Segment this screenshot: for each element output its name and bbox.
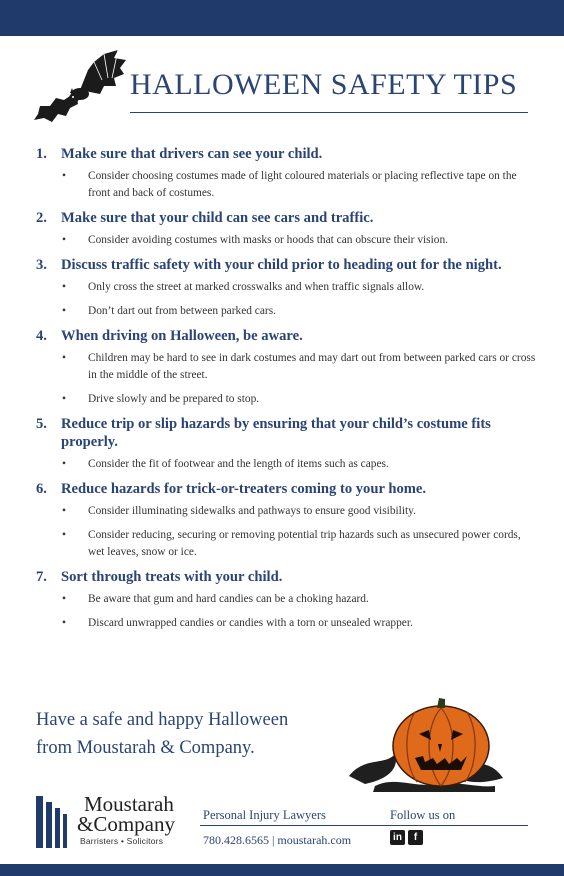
tip-number: 5. [36,416,47,432]
tip-bullet-list [36,456,536,473]
tip-bullet-text: Don’t dart out from between parked cars. [88,305,276,317]
tip-title: Sort through treats with your child. [61,569,283,585]
tip-number: 2. [36,210,47,226]
tip-bullet [61,456,536,473]
top-banner-bar [0,0,564,36]
tip-item [36,480,536,561]
tip-title: When driving on Halloween, be aware. [61,328,303,344]
facebook-icon[interactable]: f [408,830,423,845]
tip-bullet-text: Consider avoiding costumes with masks or hoods that can obscure their vision. [88,234,449,246]
tip-bullet-text: Consider choosing costumes made of light coloured materials or placing reflective tape on the front and back of costumes. [88,170,517,199]
tip-bullet-list [36,232,536,249]
tip-bullet-list [36,591,536,632]
tip-number: 1. [36,146,47,162]
tip-bullet [61,168,536,202]
tip-number: 6. [36,481,47,497]
tip-item [36,256,536,320]
tip-bullet [61,591,536,608]
tip-item [36,327,536,408]
tip-bullet-list [36,503,536,561]
tip-number: 7. [36,569,47,585]
tip-number: 4. [36,328,47,344]
bullet-dot-icon: • [62,458,66,470]
tip-bullet [61,350,536,384]
tip-bullet [61,232,536,249]
bullet-dot-icon: • [62,281,66,293]
tip-bullet-text: Consider illuminating sidewalks and pathways to ensure good visibility. [88,505,416,517]
tip-heading [36,327,536,345]
tip-bullet-text: Children may be hard to see in dark costumes and may dart out from between parked cars or cross in the middle of the street. [88,352,536,381]
tip-heading [36,415,536,451]
page-title: HALLOWEEN SAFETY TIPS [130,68,518,101]
tip-item [36,415,536,473]
tip-title: Make sure that your child can see cars and traffic. [61,210,374,226]
logo-tagline: Barristers • Solicitors [80,836,164,846]
closing-line-2: from Moustarah & Company. [36,738,255,758]
tip-bullet [61,391,536,408]
tip-bullet [61,527,536,561]
contact-info: 780.428.6565 | moustarah.com [203,833,352,847]
tip-bullet-list [36,168,536,202]
bat-icon [34,50,128,124]
tip-heading [36,145,536,163]
tip-title: Reduce trip or slip hazards by ensuring that your child’s costume fits properly. [61,416,491,450]
bullet-dot-icon: • [62,170,66,182]
closing-line-1: Have a safe and happy Halloween [36,710,289,730]
tip-heading [36,256,536,274]
bullet-dot-icon: • [62,529,66,541]
tip-item [36,209,536,249]
closing-message [36,706,356,762]
tip-title: Reduce hazards for trick-or-treaters coming to your home. [61,481,427,497]
tip-heading [36,568,536,586]
tip-bullet-text: Consider the fit of footwear and the length of items such as capes. [88,458,389,470]
social-links [390,830,423,845]
title-divider [130,112,528,113]
tip-bullet-text: Be aware that gum and hard candies can be a choking hazard. [88,593,369,605]
logo-name-line-1: Moustarah [84,792,174,816]
tip-bullet-text: Discard unwrapped candies or candies with a torn or unsealed wrapper. [88,617,413,629]
tip-bullet-text: Consider reducing, securing or removing potential trip hazards such as unsecured power cords, wet leaves, snow or ice. [88,529,521,558]
tip-bullet-list [36,279,536,320]
bullet-dot-icon: • [62,352,66,364]
moustarah-logo-icon [36,796,76,848]
tip-item [36,145,536,202]
tip-heading [36,209,536,227]
bullet-dot-icon: • [62,305,66,317]
tip-bullet [61,503,536,520]
footer-divider [200,825,528,826]
tips-list [36,145,536,639]
bullet-dot-icon: • [62,593,66,605]
tip-bullet-text: Only cross the street at marked crosswalks and when traffic signals allow. [88,281,425,293]
tip-bullet [61,279,536,296]
linkedin-icon[interactable]: in [390,830,405,845]
bottom-banner-bar [0,864,564,876]
tip-item [36,568,536,632]
tip-number: 3. [36,257,47,273]
logo-name-line-2: &Company [77,812,175,836]
tip-title: Discuss traffic safety with your child prior to heading out for the night. [61,257,502,273]
follow-label: Follow us on [390,808,456,822]
bullet-dot-icon: • [62,617,66,629]
tip-title: Make sure that drivers can see your child. [61,146,323,162]
bullet-dot-icon: • [62,505,66,517]
tip-bullet-list [36,350,536,408]
practice-label: Personal Injury Lawyers [203,808,326,822]
bullet-dot-icon: • [62,234,66,246]
tip-heading [36,480,536,498]
tip-bullet-text: Drive slowly and be prepared to stop. [88,393,260,405]
bullet-dot-icon: • [62,393,66,405]
jack-o-lantern-icon [345,696,505,792]
tip-bullet [61,303,536,320]
tip-bullet [61,615,536,632]
